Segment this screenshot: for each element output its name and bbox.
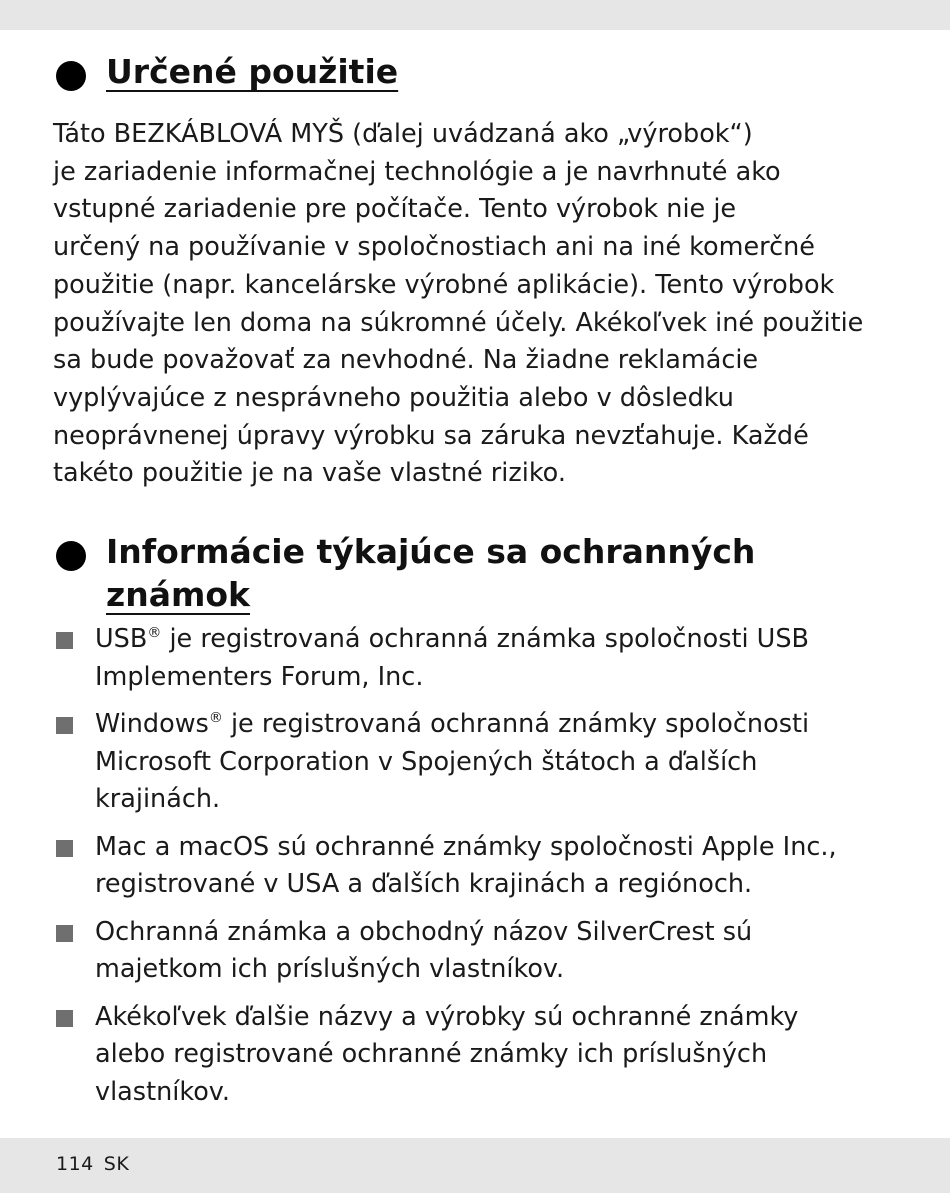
paragraph-line: vstupné zariadenie pre počítače. Tento výrobok nie je (53, 194, 737, 225)
list-item (56, 706, 916, 819)
section-heading-trademarks (56, 530, 755, 616)
language-code: SK (103, 1153, 130, 1175)
list-line: Mac a macOS sú ochranné známky spoločnosti Apple Inc., (95, 831, 837, 862)
paragraph-line: určený na používanie v spoločnostiach ani na iné komerčné (53, 232, 815, 263)
list-line: krajinách. (95, 784, 221, 814)
list-item (56, 621, 916, 696)
trademark-list (56, 621, 916, 1121)
list-item-text (95, 999, 798, 1112)
paragraph-line: použitie (napr. kancelárske výrobné aplikácie). Tento výrobok (53, 269, 835, 300)
square-bullet-icon (56, 840, 73, 857)
page-number: 114 (56, 1153, 94, 1175)
heading-title (106, 530, 755, 616)
heading-line: známok (106, 575, 250, 614)
heading-line: Určené použitie (106, 52, 399, 91)
list-item-text (95, 706, 809, 819)
registered-mark: ® (147, 625, 162, 641)
heading-bullet-icon (56, 541, 86, 571)
list-line: je registrovaná ochranná známka spoločnosti USB (161, 624, 810, 654)
list-item-text (95, 914, 752, 989)
paragraph-line: takéto použitie je na vaše vlastné riziko. (53, 458, 566, 489)
paragraph-line: vyplývajúce z nesprávneho použitia alebo v dôsledku (53, 382, 734, 413)
list-item-text (95, 621, 809, 696)
page-footer (56, 1153, 129, 1175)
paragraph-line: Táto BEZKÁBLOVÁ MYŠ (ďalej uvádzaná ako „výrobok“) (53, 119, 753, 149)
square-bullet-icon (56, 632, 73, 649)
square-bullet-icon (56, 925, 73, 942)
list-item (56, 914, 916, 989)
paragraph-line: sa bude považovať za nevhodné. Na žiadne reklamácie (53, 345, 759, 376)
square-bullet-icon (56, 717, 73, 734)
list-line: Ochranná známka a obchodný názov SilverCrest sú (95, 916, 753, 947)
list-line: je registrovaná ochranná známky spoločnosti (222, 709, 810, 739)
top-margin-band (0, 0, 950, 30)
list-line: Microsoft Corporation v Spojených štátoch a ďalších (95, 746, 758, 777)
trademark-name: USB (95, 624, 148, 654)
list-item (56, 999, 916, 1112)
list-item (56, 829, 916, 904)
heading-bullet-icon (56, 61, 86, 91)
trademark-name: Windows (95, 709, 209, 739)
list-item-text (95, 829, 837, 904)
list-line: Akékoľvek ďalšie názvy a výrobky sú ochranné známky (95, 1001, 799, 1032)
heading-line: Informácie týkajúce sa ochranných (106, 532, 756, 571)
intended-use-paragraph (53, 116, 883, 493)
section-heading-intended-use (56, 50, 398, 93)
heading-title (106, 50, 398, 93)
square-bullet-icon (56, 1010, 73, 1027)
list-line: vlastníkov. (95, 1076, 231, 1107)
list-line: Implementers Forum, Inc. (95, 661, 424, 692)
list-line: registrované v USA a ďalších krajinách a regiónoch. (95, 869, 753, 899)
registered-mark: ® (208, 710, 223, 726)
footer-band (0, 1138, 950, 1193)
paragraph-line: neoprávnenej úpravy výrobku sa záruka nevzťahuje. Každé (53, 420, 809, 451)
list-line: alebo registrované ochranné známky ich príslušných (95, 1039, 768, 1069)
paragraph-line: je zariadenie informačnej technológie a je navrhnuté ako (53, 156, 781, 187)
paragraph-line: používajte len doma na súkromné účely. Akékoľvek iné použitie (53, 307, 864, 338)
list-line: majetkom ich príslušných vlastníkov. (95, 954, 565, 984)
